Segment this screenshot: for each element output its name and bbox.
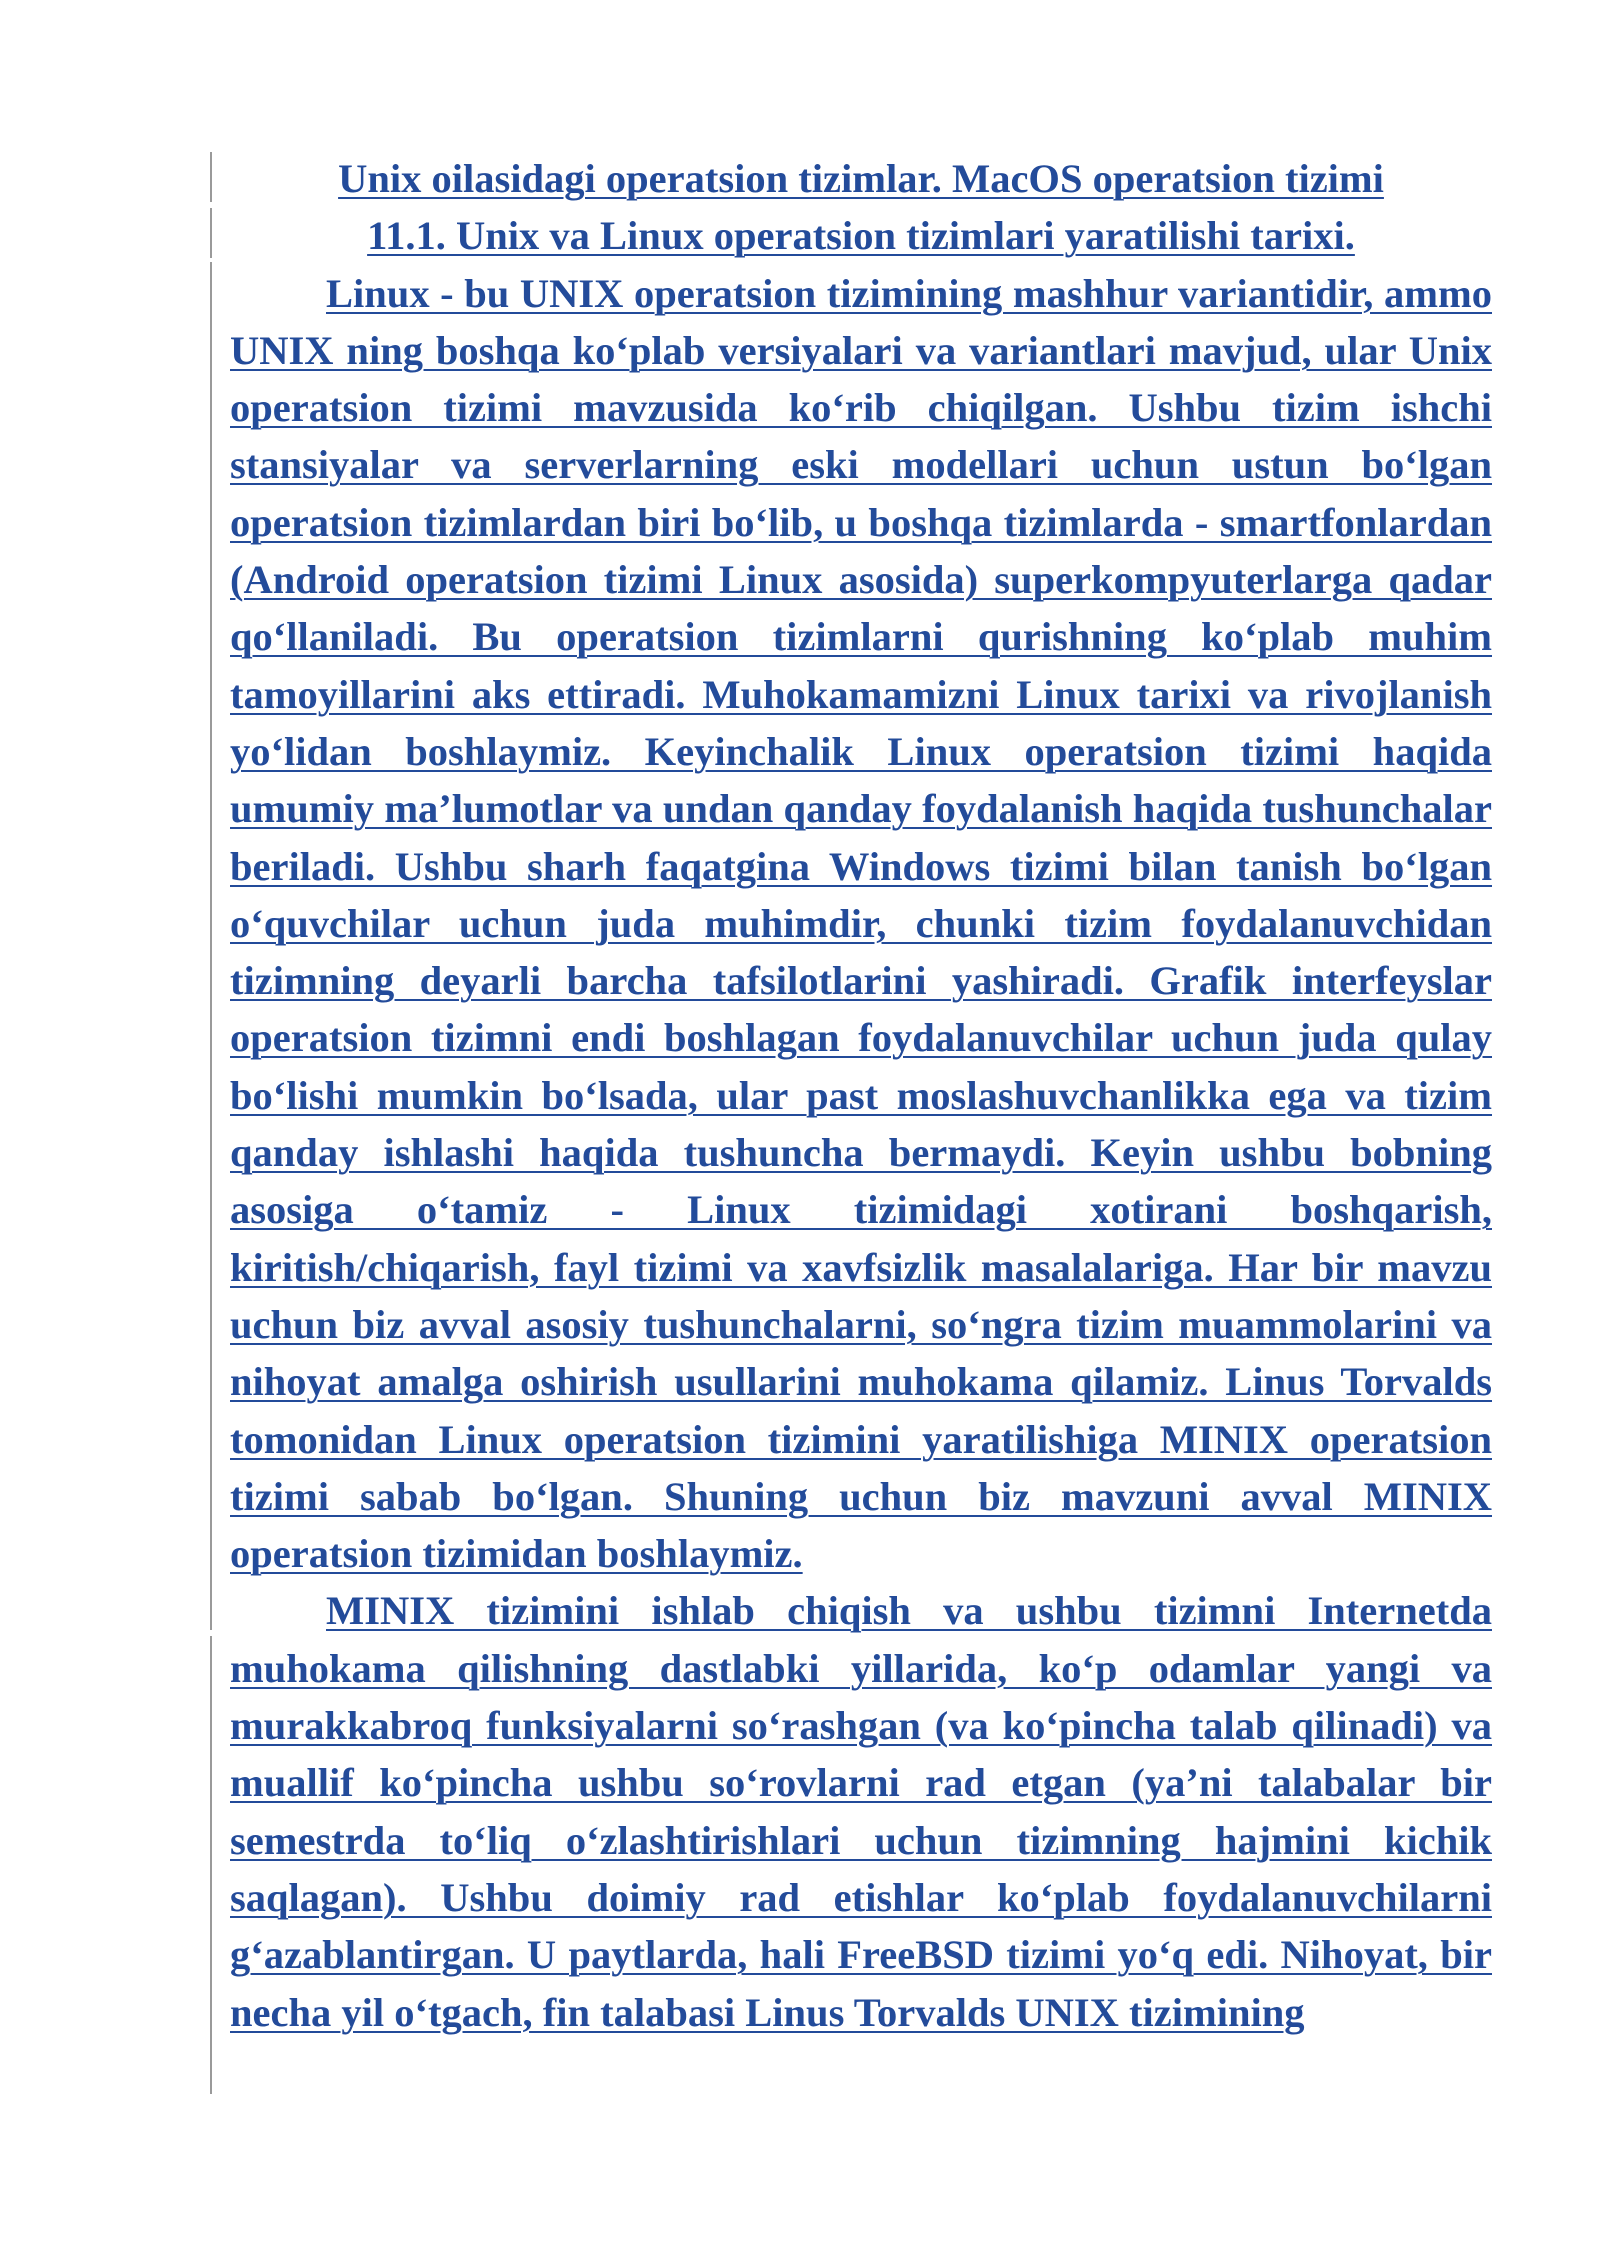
change-bar-heading	[210, 208, 212, 258]
change-bar-paragraph-2	[210, 1636, 212, 2094]
section-heading: 11.1. Unix va Linux operatsion tizimlari yaratilishi tarixi.	[367, 213, 1355, 259]
document-title: Unix oilasidagi operatsion tizimlar. MacOS operatsion tizimi	[338, 156, 1384, 201]
paragraph-minix: MINIX tizimini ishlab chiqish va ushbu tizimni Internetda muhokama qilishning dastlabki yillarida, ko‘p odamlar yangi va murakkabroq funksiyalarni so‘rashgan (va ko‘pincha talab qilinadi) va muallif ko‘pincha ushbu so‘rovlarni rad etgan (ya’ni talabalar bir semestrda to‘liq o‘zlashtirishlari uchun tizimning hajmini kichik saqlagan). Ushbu doimiy rad etishlar ko‘plab foydalanuvchilarni g‘azablantirgan. U paytlarda, hali FreeBSD tizimi yo‘q edi. Nihoyat, bir necha yil o‘tgach, fin talabasi Linus Torvalds UNIX tizimining	[230, 1588, 1492, 2035]
document-content	[230, 150, 1492, 2041]
paragraph-linux-history: Linux - bu UNIX operatsion tizimining mashhur variantidir, ammo UNIX ning boshqa ko‘plab versiyalari va variantlari mavjud, ular Unix operatsion tizimi mavzusida ko‘rib chiqilgan. Ushbu tizim ishchi stansiyalar va serverlarning eski modellari uchun ustun bo‘lgan operatsion tizimlardan biri bo‘lib, u boshqa tizimlarda - smartfonlardan (Android operatsion tizimi Linux asosida) superkompyuterlarga qadar qo‘llaniladi. Bu operatsion tizimlarni qurishning ko‘plab muhim tamoyillarini aks ettiradi. Muhokamamizni Linux tarixi va rivojlanish yo‘lidan boshlaymiz. Keyinchalik Linux operatsion tizimi haqida umumiy ma’lumotlar va undan qanday foydalanish haqida tushunchalar beriladi. Ushbu sharh faqatgina Windows tizimi bilan tanish bo‘lgan o‘quvchilar uchun juda muhimdir, chunki tizim foydalanuvchidan tizimning deyarli barcha tafsilotlarini yashiradi. Grafik interfeyslar operatsion tizimni endi boshlagan foydalanuvchilar uchun juda qulay bo‘lishi mumkin bo‘lsada, ular past moslashuvchanlikka ega va tizim qanday ishlashi haqida tushuncha bermaydi. Keyin ushbu bobning asosiga o‘tamiz - Linux tizimidagi xotirani boshqarish, kiritish/chiqarish, fayl tizimi va xavfsizlik masalalariga. Har bir mavzu uchun biz avval asosiy tushunchalarni, so‘ngra tizim muammolarini va nihoyat amalga oshirish usullarini muhokama qilamiz. Linus Torvalds tomonidan Linux operatsion tizimini yaratilishiga MINIX operatsion tizimi sabab bo‘lgan. Shuning uchun biz mavzuni avval MINIX operatsion tizimidan boshlaymiz.	[230, 270, 1492, 1577]
change-bar-paragraph-1	[210, 262, 212, 1630]
change-bar-title	[210, 152, 212, 202]
